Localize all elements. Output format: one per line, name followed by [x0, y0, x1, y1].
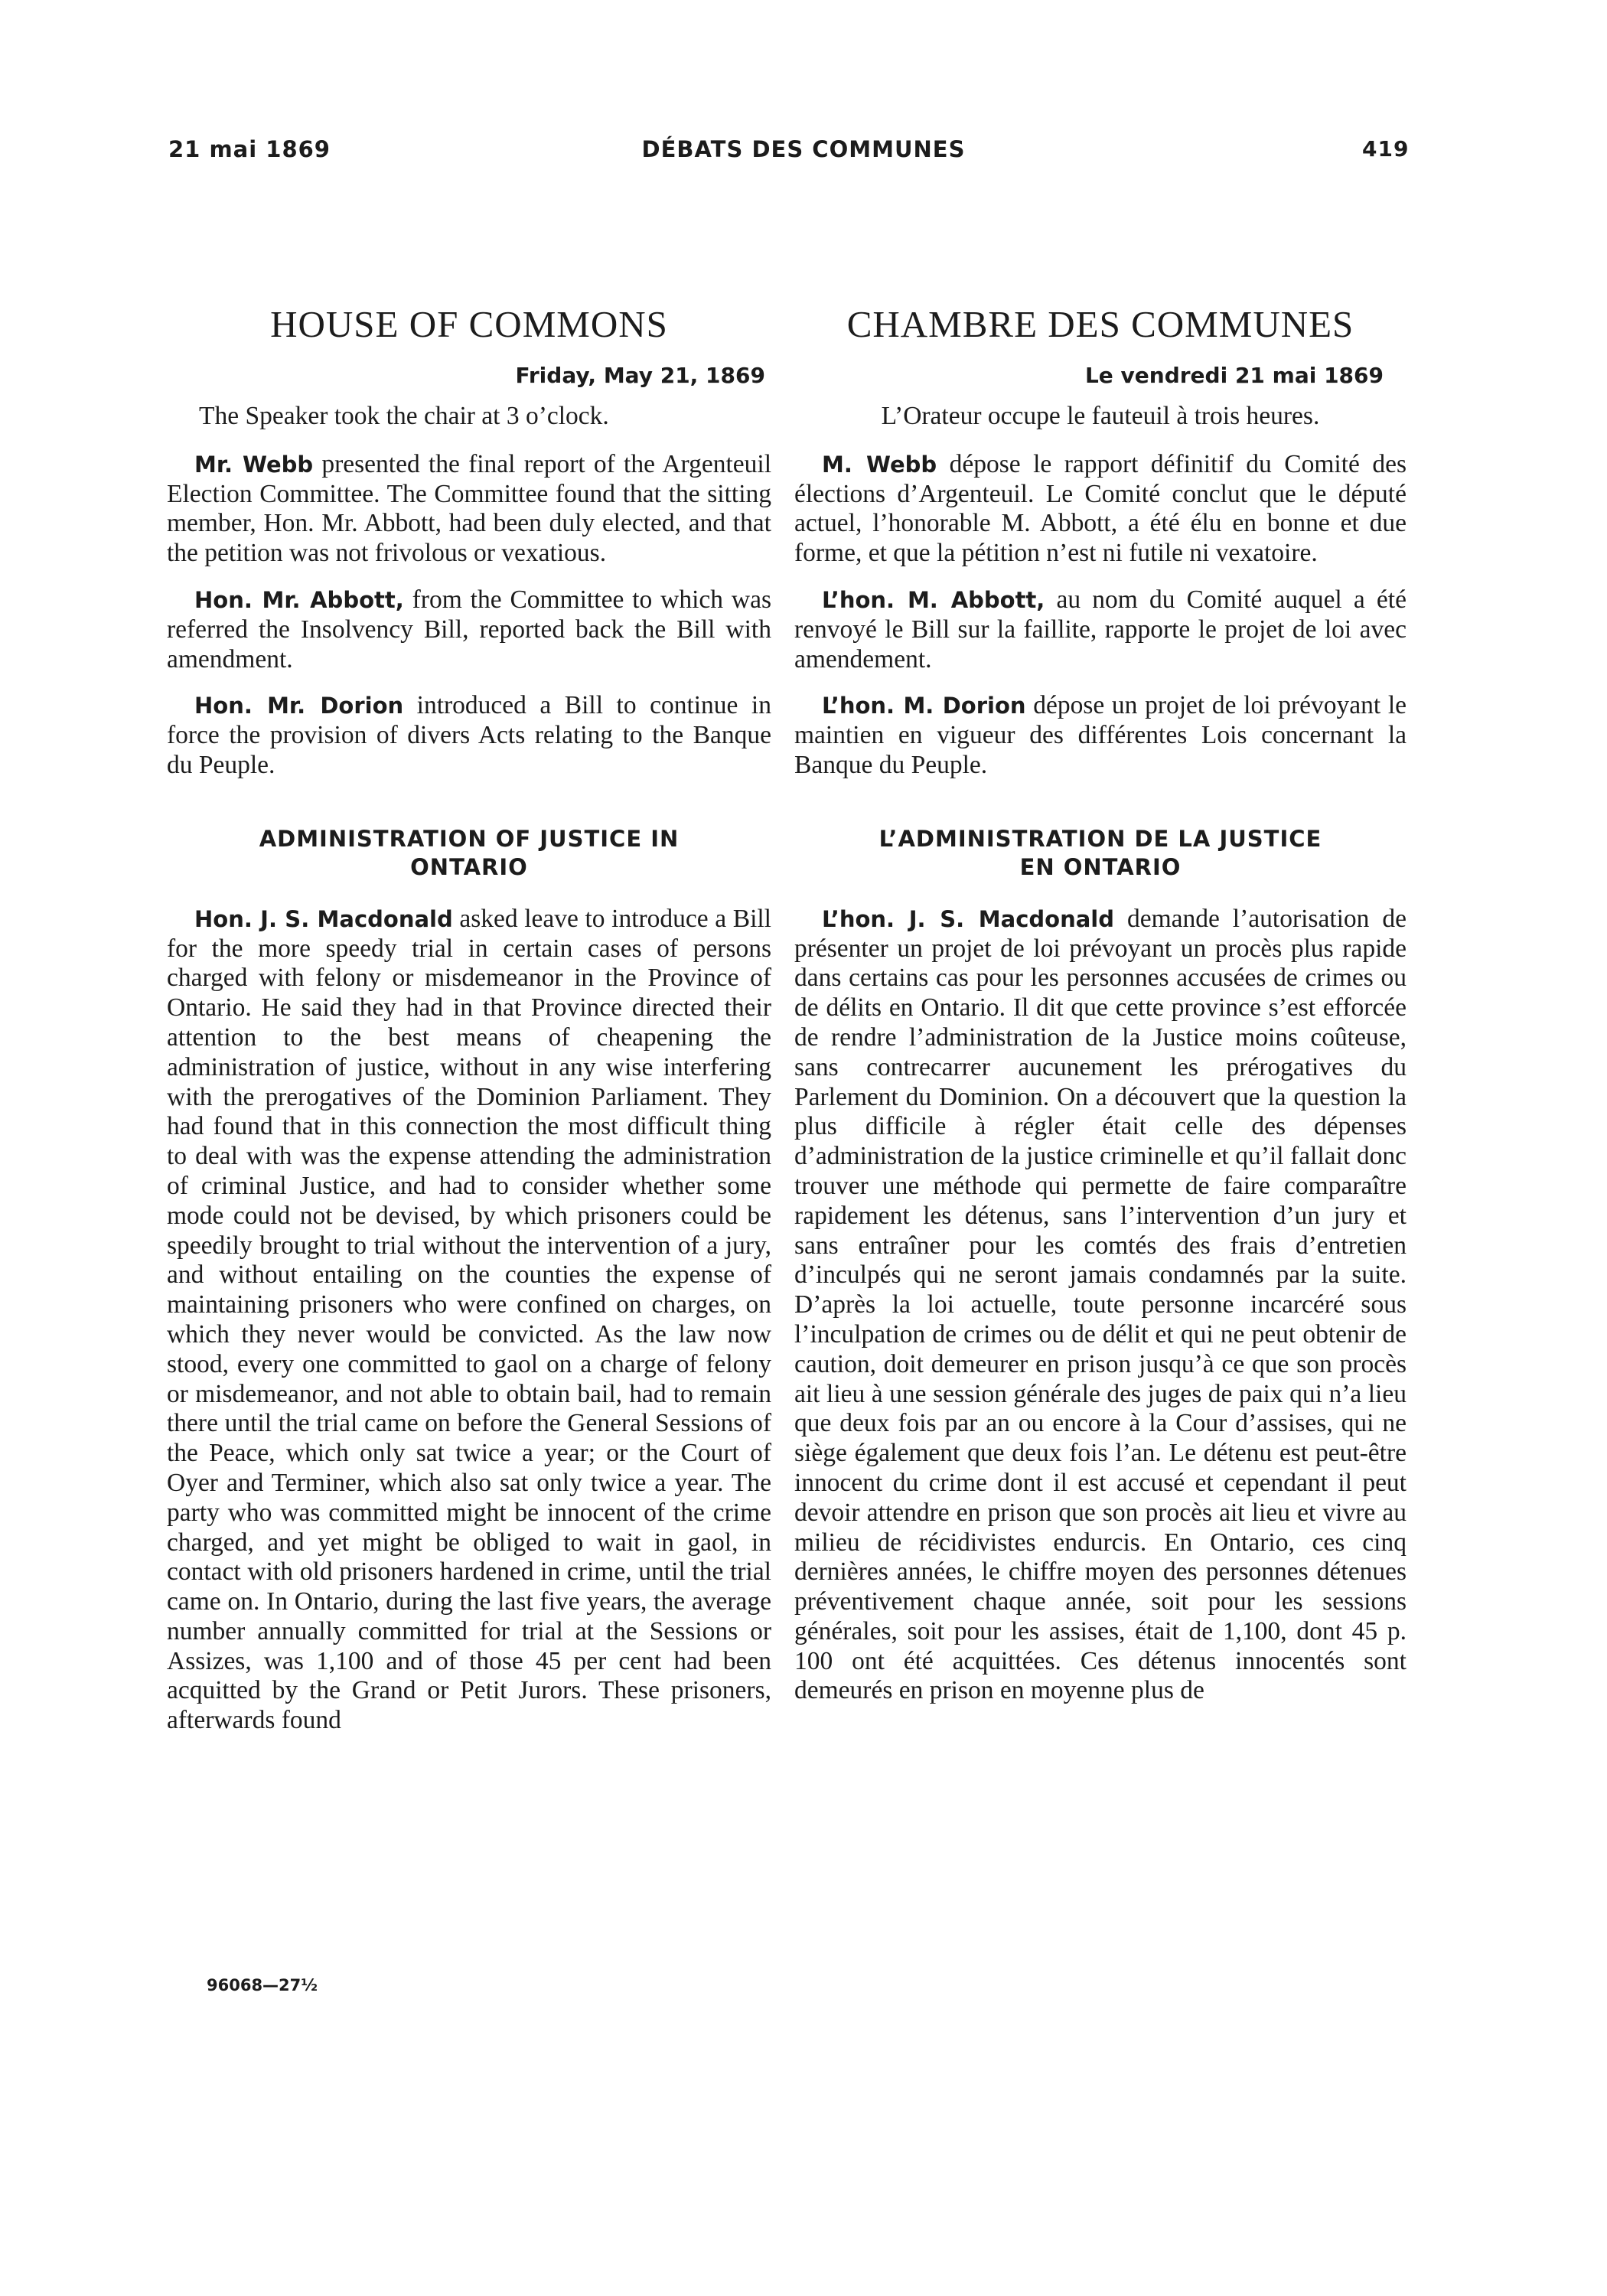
paragraph-text: introduced a Bill to continue in force the provision of divers Acts relating to the Banque du Peuple. [167, 691, 771, 779]
speaker-name: Hon. Mr. Abbott, [194, 586, 404, 613]
section-title-line: L’ADMINISTRATION DE LA JUSTICE [878, 825, 1322, 852]
french-opening-paragraph: L’Orateur occupe le fauteuil à trois heures. [881, 402, 1320, 430]
english-sitting-date: Friday, May 21, 1869 [515, 363, 765, 388]
paragraph-text: from the Committee to which was referred the Insolvency Bill, reported back the Bill with amendment. [167, 585, 771, 673]
english-heading: HOUSE OF COMMONS [270, 303, 668, 345]
french-paragraph-abbott [794, 585, 1407, 674]
english-column [167, 302, 771, 1753]
french-paragraph-dorion [794, 691, 1407, 780]
paragraph-text: asked leave to introduce a Bill for the more speedy trial in certain cases of persons charged with felony or misdemeanor in the Province of Ontario. He said they had in that Province directed their attention to the best means of cheapening the administration of justice, without in any wise interfering with the prerogatives of the Dominion Parliament. They had found that in this connection the most difficult thing to deal with was the expense attending the administration of criminal Justice, and had to consider whether some mode could not be devised, by which prisoners could be speedily brought to trial without the intervention of a jury, and without entailing on the counties the expense of maintaining prisoners who were confined on charges, on which they never would be convicted. As the law now stood, every one committed to gaol on a charge of felony or misdemeanor, and not able to obtain bail, had to remain there until the trial came on before the General Sessions of the Peace, which only sat twice a year; or the Court of Oyer and Terminer, which also sat only twice a year. The party who was committed might be innocent of the crime charged, and yet might be obliged to wait in gaol, in contact with old prisoners hardened in crime, until the trial came on. In Ontario, during the last five years, the average number annually committed for trial at the Sessions or Assizes, was 1,100 and of those 45 per cent had been acquitted by the Grand or Petit Jurors. These prisoners, afterwards found [167, 904, 771, 1735]
speaker-name: Mr. Webb [194, 451, 314, 478]
section-title-line: ONTARIO [410, 853, 528, 880]
paragraph-text: au nom du Comité auquel a été renvoyé le Bill sur la faillite, rapporte le projet de loi avec amendement. [794, 585, 1407, 673]
english-paragraph-webb [167, 450, 771, 569]
speaker-name: L’hon. M. Dorion [822, 693, 1026, 719]
running-header [0, 130, 1607, 176]
paragraph-text: demande l’autorisation de présenter un projet de loi prévoyant un procès plus rapide dans certains cas pour les personnes accusées de crimes ou de délits en Ontario. Il dit que cette province s’est efforcée de rendre l’administration de la Justice moins coûteuse, sans contrecarrer aucunement les prérogatives du Parlement du Dominion. On a découvert que la question la plus difficile à régler était celle des dépenses d’administration de la justice criminelle et qu’il fallait donc trouver une méthode qui permette de faire comparaître rapidement les détenus, sans l’intervention d’un jury et sans entraîner pour les comtés des frais d’entretien d’inculpés qui ne seront jamais condamnés par la suite. D’après la loi actuelle, toute personne incarcéré sous l’inculpation de crimes ou de délit et qui ne peut obtenir de caution, doit demeurer en prison jusqu’à ce que son procès ait lieu à une session générale des juges de paix qui n’a lieu que deux fois par an ou encore à la Cour d’assises, qui ne siège également que deux fois l’an. Le détenu est peut-être innocent du crime dont il est accusé et cependant il peut devoir attendre en prison que son procès ait lieu et vivre au milieu de récidivistes endurcis. En Ontario, ces cinq dernières années, le chiffre moyen des personnes détenues préventivement chaque année, soit pour les sessions générales, soit pour les assises, était de 1,100, dont 45 p. 100 ont été acquittées. Ces détenus innocentés sont demeurés en prison en moyenne plus de [794, 904, 1407, 1705]
speaker-name: M. Webb [822, 451, 937, 478]
english-paragraph-abbott [167, 585, 771, 674]
header-title: DÉBATS DES COMMUNES [641, 136, 966, 162]
english-paragraph-macdonald [167, 905, 771, 1736]
english-opening-paragraph: The Speaker took the chair at 3 o’clock. [199, 402, 609, 430]
french-paragraph-webb [794, 450, 1407, 569]
page-number: 419 [1362, 136, 1410, 161]
speaker-name: Hon. Mr. Dorion [194, 693, 404, 719]
french-paragraph-macdonald [794, 905, 1407, 1707]
english-paragraph-dorion [167, 691, 771, 780]
speaker-name: L’hon. M. Abbott, [822, 586, 1045, 613]
french-column [794, 302, 1407, 1723]
french-heading: CHAMBRE DES COMMUNES [846, 303, 1354, 345]
section-title-line: EN ONTARIO [1019, 853, 1182, 880]
english-section-title [167, 825, 771, 882]
section-title-line: ADMINISTRATION OF JUSTICE IN [259, 825, 680, 852]
speaker-name: Hon. J. S. Macdonald [194, 905, 453, 932]
paragraph-text: dépose un projet de loi prévoyant le maintien en vigueur des différentes Lois concernant la Banque du Peuple. [794, 691, 1407, 779]
french-sitting-date: Le vendredi 21 mai 1869 [1084, 363, 1384, 388]
french-section-title [794, 825, 1407, 882]
footer-code: 96068—27½ [207, 1976, 318, 1994]
speaker-name: L’hon. J. S. Macdonald [822, 905, 1114, 932]
paragraph-text: dépose le rapport définitif du Comité des élections d’Argenteuil. Le Comité conclut que le député actuel, l’honorable M. Abbott, a été élu en bonne et due forme, et que la pétition n’est ni futile ni vexatoire. [794, 449, 1407, 568]
paragraph-text: presented the final report of the Argenteuil Election Committee. The Committee found that the sitting member, Hon. Mr. Abbott, had been duly elected, and that the petition was not frivolous or vexatious. [167, 449, 772, 568]
header-date: 21 mai 1869 [168, 136, 331, 162]
